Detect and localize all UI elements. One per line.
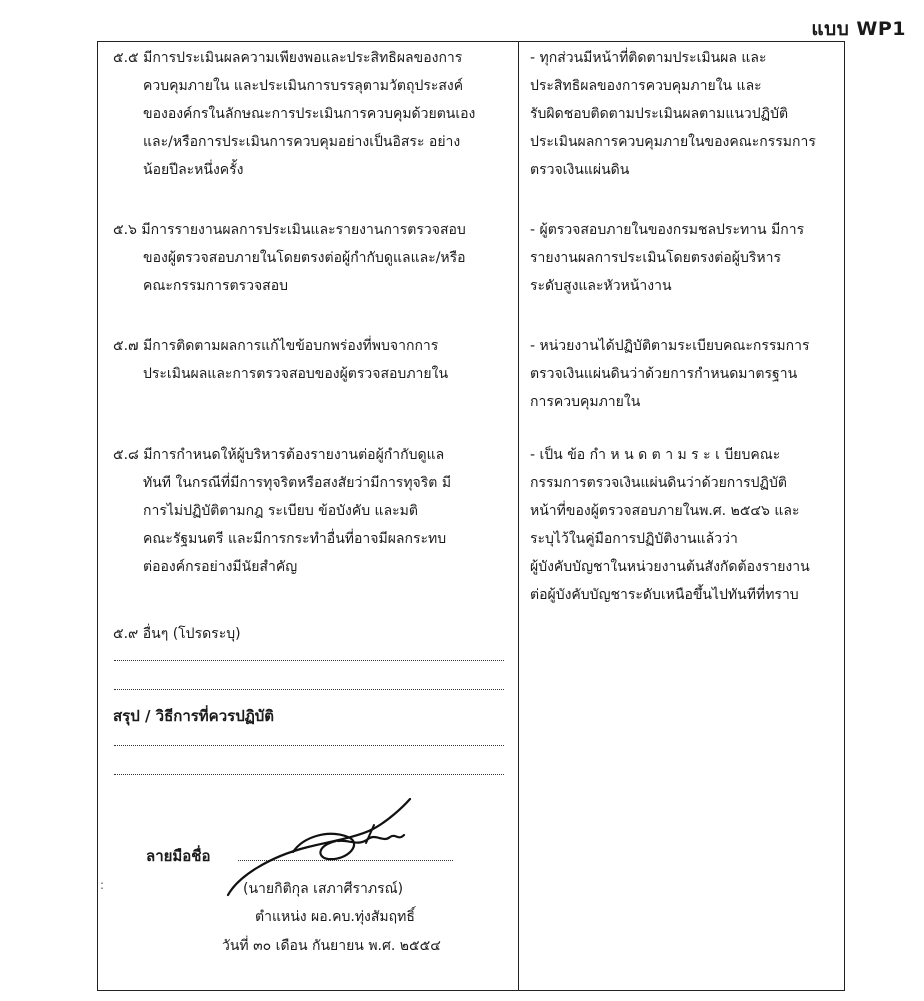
line: - หน่วยงานได้ปฏิบัติตามระเบียบคณะกรรมการ [530,338,810,354]
line: ๕.๘ มีการกำหนดให้ผู้บริหารต้องรายงานต่อผู้กำกับดูแล [113,447,445,463]
line: กรรมการตรวจเงินแผ่นดินว่าด้วยการปฏิบัติ [530,475,787,491]
line: ขององค์กรในลักษณะการประเมินการควบคุมด้วยตนเอง [143,106,476,122]
line: ต่อองค์กรอย่างมีนัยสำคัญ [143,559,298,575]
fill-line [114,660,504,661]
line: ตรวจเงินแผ่นดิน [530,162,630,178]
line: ๕.๖ มีการรายงานผลการประเมินและรายงานการตรวจสอบ [113,222,466,238]
item-5-8-result [530,441,842,609]
line: ตรวจเงินแผ่นดินว่าด้วยการกำหนดมาตรฐาน [530,366,798,382]
fill-line [114,745,504,746]
scan-mark: : [100,878,105,892]
signatory-name: (นายกิติกุล เสภาศีราภรณ์) [243,881,404,897]
line: ประเมินผลการควบคุมภายในของคณะกรรมการ [530,134,816,150]
line: การควบคุมภายใน [530,394,641,410]
line: ทันที ในกรณีที่มีการทุจริตหรือสงสัยว่ามีการทุจริต มี [143,475,452,491]
line: หน้าที่ของผู้ตรวจสอบภายในพ.ศ. ๒๕๔๖ และ [530,503,800,519]
line: ระดับสูงและหัวหน้างาน [530,278,672,294]
line: น้อยปีละหนึ่งครั้ง [143,162,244,178]
line: คณะกรรมการตรวจสอบ [143,278,288,294]
line: ควบคุมภายใน และประเมินการบรรลุตามวัตถุประสงค์ [143,78,464,94]
signature-date: วันที่ ๓๐ เดือน กันยายน พ.ศ. ๒๕๕๔ [222,938,441,954]
form-code: แบบ WP1 [811,18,906,40]
item-5-5-criterion [113,44,508,184]
item-5-5-result [530,44,842,184]
line: ประเมินผลและการตรวจสอบของผู้ตรวจสอบภายใน [143,366,449,382]
assessment-table [97,41,845,991]
item-5-8-criterion [113,441,508,581]
line: ๕.๗ มีการติดตามผลการแก้ไขข้อบกพร่องที่พบจากการ [113,338,439,354]
item-5-7-result [530,332,842,416]
line: ของผู้ตรวจสอบภายในโดยตรงต่อผู้กำกับดูแลและ/หรือ [143,250,466,266]
line: - ผู้ตรวจสอบภายในของกรมชลประทาน มีการ [530,222,805,238]
column-divider [518,42,519,990]
signature-label: ลายมือชื่อ [146,847,211,865]
item-5-7-criterion [113,332,508,388]
line: - ทุกส่วนมีหน้าที่ติดตามประเมินผล และ [530,50,767,66]
line: คณะรัฐมนตรี และมีการกระทำอื่นที่อาจมีผลกระทบ [143,531,447,547]
line: และ/หรือการประเมินการควบคุมอย่างเป็นอิสระ อย่าง [143,134,461,150]
line: รายงานผลการประเมินโดยตรงต่อผู้บริหาร [530,250,781,266]
item-5-6-criterion [113,216,508,300]
line: ๕.๕ มีการประเมินผลความเพียงพอและประสิทธิผลของการ [113,50,463,66]
item-5-6-result [530,216,842,300]
line: ระบุไว้ในคู่มือการปฏิบัติงานแล้วว่า [530,531,738,547]
line: รับผิดชอบติดตามประเมินผลตามแนวปฏิบัติ [530,106,789,122]
fill-line [114,689,504,690]
line: ต่อผู้บังคับบัญชาระดับเหนือขึ้นไปทันทีที่ทราบ [530,587,799,603]
summary-title: สรุป / วิธีการที่ควรปฏิบัติ [113,707,275,725]
fill-line [114,774,504,775]
line: ประสิทธิผลของการควบคุมภายใน และ [530,78,762,94]
line: - เป็น ข้อ กำ ห น ด ต า ม ร ะ เ บียบคณะ [530,447,781,463]
line: การไม่ปฏิบัติตามกฎ ระเบียบ ข้อบังคับ และมติ [143,503,418,519]
item-5-9-other: ๕.๙ อื่นๆ (โปรดระบุ) [113,626,241,642]
signatory-position: ตำแหน่ง ผอ.คบ.ทุ่งสัมฤทธิ์ [255,909,415,925]
line: ผู้บังคับบัญชาในหน่วยงานต้นสังกัดต้องรายงาน [530,559,810,575]
